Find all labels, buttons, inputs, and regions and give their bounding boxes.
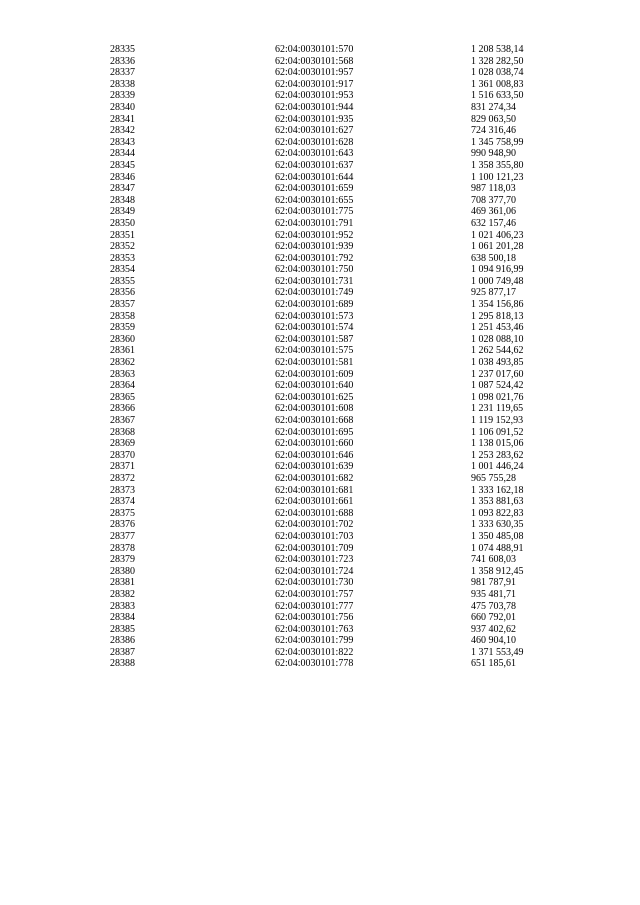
table-row [110, 554, 561, 566]
row-number-cell: 28347 [110, 183, 135, 195]
cadastral-value-cell: 925 877,17 [471, 287, 516, 299]
cadastral-number-cell: 62:04:0030101:702 [275, 519, 354, 531]
row-number-cell: 28339 [110, 90, 135, 102]
row-number-cell: 28354 [110, 264, 135, 276]
row-number-cell: 28372 [110, 472, 135, 484]
cadastral-number-cell: 62:04:0030101:581 [275, 357, 354, 369]
cadastral-number-cell: 62:04:0030101:659 [275, 183, 354, 195]
cadastral-number-cell: 62:04:0030101:688 [275, 507, 354, 519]
cadastral-number-cell: 62:04:0030101:731 [275, 275, 354, 287]
row-number-cell: 28360 [110, 333, 135, 345]
cadastral-value-cell: 1 371 553,49 [471, 646, 524, 658]
cadastral-value-cell: 1 119 152,93 [471, 415, 524, 426]
cadastral-number-cell: 62:04:0030101:939 [275, 241, 354, 253]
table-row [110, 601, 561, 613]
table-row [110, 322, 561, 334]
cadastral-number-cell: 62:04:0030101:763 [275, 623, 354, 635]
table-row [110, 612, 561, 624]
table-row [110, 79, 561, 91]
cadastral-value-cell: 708 377,70 [471, 194, 516, 206]
cadastral-number-cell: 62:04:0030101:730 [275, 577, 354, 589]
table-row [110, 531, 561, 543]
table-row [110, 241, 561, 253]
row-number-cell: 28348 [110, 194, 135, 206]
cadastral-number-cell: 62:04:0030101:681 [275, 484, 354, 496]
cadastral-value-cell: 1 087 524,42 [471, 380, 524, 392]
cadastral-value-cell: 1 074 488,91 [471, 542, 524, 554]
cadastral-number-cell: 62:04:0030101:778 [275, 658, 354, 670]
cadastral-number-cell: 62:04:0030101:643 [275, 148, 354, 160]
table-row [110, 658, 561, 670]
cadastral-number-cell: 62:04:0030101:935 [275, 113, 354, 125]
table-row [110, 218, 561, 230]
cadastral-number-cell: 62:04:0030101:750 [275, 264, 354, 276]
table-row [110, 589, 561, 601]
cadastral-number-cell: 62:04:0030101:628 [275, 136, 354, 148]
table-row [110, 56, 561, 68]
row-number-cell: 28336 [110, 55, 135, 67]
cadastral-value-cell: 660 792,01 [471, 612, 516, 624]
row-number-cell: 28355 [110, 275, 135, 287]
table-row [110, 647, 561, 659]
cadastral-number-cell: 62:04:0030101:703 [275, 530, 354, 542]
row-number-cell: 28342 [110, 125, 135, 137]
row-number-cell: 28367 [110, 415, 135, 426]
row-number-cell: 28384 [110, 612, 135, 624]
table-row [110, 102, 561, 114]
table-row [110, 334, 561, 346]
cadastral-value-cell: 638 500,18 [471, 252, 516, 264]
cadastral-number-cell: 62:04:0030101:608 [275, 403, 354, 415]
row-number-cell: 28352 [110, 241, 135, 253]
table-row [110, 264, 561, 276]
row-number-cell: 28381 [110, 577, 135, 589]
cadastral-number-cell: 62:04:0030101:682 [275, 472, 354, 484]
cadastral-number-cell: 62:04:0030101:756 [275, 612, 354, 624]
cadastral-value-cell: 1 333 162,18 [471, 484, 524, 496]
cadastral-number-cell: 62:04:0030101:661 [275, 496, 354, 508]
cadastral-value-cell: 937 402,62 [471, 623, 516, 635]
cadastral-value-cell: 1 028 038,74 [471, 67, 524, 79]
cadastral-value-cell: 935 481,71 [471, 588, 516, 600]
cadastral-number-cell: 62:04:0030101:792 [275, 252, 354, 264]
cadastral-number-cell: 62:04:0030101:695 [275, 426, 354, 438]
cadastral-number-cell: 62:04:0030101:575 [275, 345, 354, 357]
cadastral-value-cell: 1 237 017,60 [471, 368, 524, 380]
row-number-cell: 28378 [110, 542, 135, 554]
row-number-cell: 28357 [110, 299, 135, 311]
row-number-cell: 28385 [110, 623, 135, 635]
table-row [110, 276, 561, 288]
cadastral-value-cell: 460 904,10 [471, 635, 516, 647]
cadastral-number-cell: 62:04:0030101:724 [275, 565, 354, 577]
cadastral-value-cell: 1 231 119,65 [471, 403, 524, 415]
row-number-cell: 28335 [110, 44, 135, 55]
table-row [110, 195, 561, 207]
row-number-cell: 28379 [110, 554, 135, 566]
table-row [110, 519, 561, 531]
row-number-cell: 28380 [110, 565, 135, 577]
cadastral-value-cell: 831 274,34 [471, 101, 516, 113]
table-row [110, 90, 561, 102]
row-number-cell: 28377 [110, 530, 135, 542]
table-row [110, 450, 561, 462]
table-row [110, 392, 561, 404]
cadastral-value-cell: 829 063,50 [471, 113, 516, 125]
table-row [110, 508, 561, 520]
table-row [110, 566, 561, 578]
cadastral-number-cell: 62:04:0030101:646 [275, 449, 354, 461]
cadastral-value-cell: 1 001 446,24 [471, 461, 524, 473]
table-row [110, 345, 561, 357]
cadastral-number-cell: 62:04:0030101:775 [275, 206, 354, 218]
row-number-cell: 28358 [110, 310, 135, 322]
row-number-cell: 28375 [110, 507, 135, 519]
table-row [110, 67, 561, 79]
row-number-cell: 28370 [110, 449, 135, 461]
table-row [110, 496, 561, 508]
cadastral-number-cell: 62:04:0030101:587 [275, 333, 354, 345]
table-row [110, 369, 561, 381]
cadastral-value-cell: 1 208 538,14 [471, 44, 524, 55]
cadastral-value-cell: 1 251 453,46 [471, 322, 524, 334]
row-number-cell: 28368 [110, 426, 135, 438]
cadastral-value-cell: 475 703,78 [471, 600, 516, 612]
cadastral-number-cell: 62:04:0030101:689 [275, 299, 354, 311]
table-row [110, 287, 561, 299]
cadastral-number-cell: 62:04:0030101:625 [275, 391, 354, 403]
cadastral-value-cell: 1 061 201,28 [471, 241, 524, 253]
cadastral-value-cell: 1 098 021,76 [471, 391, 524, 403]
row-number-cell: 28356 [110, 287, 135, 299]
row-number-cell: 28383 [110, 600, 135, 612]
cadastral-value-cell: 1 295 818,13 [471, 310, 524, 322]
cadastral-number-cell: 62:04:0030101:944 [275, 101, 354, 113]
table-row [110, 114, 561, 126]
cadastral-value-cell: 981 787,91 [471, 577, 516, 589]
table-row [110, 299, 561, 311]
table-row [110, 160, 561, 172]
cadastral-value-cell: 1 328 282,50 [471, 55, 524, 67]
table-row [110, 44, 561, 56]
row-number-cell: 28350 [110, 217, 135, 229]
cadastral-number-cell: 62:04:0030101:644 [275, 171, 354, 183]
cadastral-number-cell: 62:04:0030101:570 [275, 44, 354, 55]
cadastral-value-cell: 1 094 916,99 [471, 264, 524, 276]
table-row [110, 438, 561, 450]
table-row [110, 137, 561, 149]
cadastral-value-cell: 1 361 008,83 [471, 78, 524, 90]
cadastral-value-cell: 651 185,61 [471, 658, 516, 670]
cadastral-value-cell: 1 345 758,99 [471, 136, 524, 148]
table-row [110, 357, 561, 369]
table-row [110, 380, 561, 392]
cadastral-number-cell: 62:04:0030101:791 [275, 217, 354, 229]
cadastral-value-cell: 469 361,06 [471, 206, 516, 218]
cadastral-number-cell: 62:04:0030101:637 [275, 159, 354, 171]
table-row [110, 427, 561, 439]
table-row [110, 543, 561, 555]
row-number-cell: 28386 [110, 635, 135, 647]
row-number-cell: 28345 [110, 159, 135, 171]
row-number-cell: 28374 [110, 496, 135, 508]
row-number-cell: 28363 [110, 368, 135, 380]
table-row [110, 148, 561, 160]
table-row [110, 230, 561, 242]
row-number-cell: 28365 [110, 391, 135, 403]
table-row [110, 461, 561, 473]
row-number-cell: 28351 [110, 229, 135, 241]
cadastral-value-cell: 1 353 881,63 [471, 496, 524, 508]
cadastral-value-cell: 1 106 091,52 [471, 426, 524, 438]
cadastral-value-cell: 987 118,03 [471, 183, 516, 195]
row-number-cell: 28373 [110, 484, 135, 496]
row-number-cell: 28346 [110, 171, 135, 183]
cadastral-number-cell: 62:04:0030101:799 [275, 635, 354, 647]
table-row [110, 206, 561, 218]
cadastral-number-cell: 62:04:0030101:660 [275, 438, 354, 450]
cadastral-number-cell: 62:04:0030101:822 [275, 646, 354, 658]
table-row [110, 624, 561, 636]
table-row [110, 172, 561, 184]
row-number-cell: 28359 [110, 322, 135, 334]
row-number-cell: 28361 [110, 345, 135, 357]
table-row [110, 183, 561, 195]
cadastral-value-cell: 1 028 088,10 [471, 333, 524, 345]
cadastral-number-cell: 62:04:0030101:574 [275, 322, 354, 334]
cadastral-number-cell: 62:04:0030101:609 [275, 368, 354, 380]
cadastral-number-cell: 62:04:0030101:952 [275, 229, 354, 241]
table-body [110, 44, 561, 670]
row-number-cell: 28387 [110, 646, 135, 658]
cadastral-value-cell: 1 021 406,23 [471, 229, 524, 241]
table-row [110, 635, 561, 647]
cadastral-number-cell: 62:04:0030101:655 [275, 194, 354, 206]
cadastral-number-cell: 62:04:0030101:953 [275, 90, 354, 102]
cadastral-value-cell: 1 253 283,62 [471, 449, 524, 461]
table-row [110, 253, 561, 265]
cadastral-value-cell: 1 358 355,80 [471, 159, 524, 171]
cadastral-value-cell: 1 354 156,86 [471, 299, 524, 311]
table-row [110, 415, 561, 427]
cadastral-value-cell: 724 316,46 [471, 125, 516, 137]
cadastral-number-cell: 62:04:0030101:757 [275, 588, 354, 600]
row-number-cell: 28382 [110, 588, 135, 600]
cadastral-value-cell: 1 333 630,35 [471, 519, 524, 531]
cadastral-value-cell: 1 516 633,50 [471, 90, 524, 102]
cadastral-number-cell: 62:04:0030101:668 [275, 415, 354, 426]
row-number-cell: 28341 [110, 113, 135, 125]
cadastral-value-cell: 965 755,28 [471, 472, 516, 484]
cadastral-number-cell: 62:04:0030101:568 [275, 55, 354, 67]
cadastral-number-cell: 62:04:0030101:917 [275, 78, 354, 90]
table-row [110, 485, 561, 497]
cadastral-number-cell: 62:04:0030101:709 [275, 542, 354, 554]
cadastral-number-cell: 62:04:0030101:723 [275, 554, 354, 566]
row-number-cell: 28340 [110, 101, 135, 113]
table-row [110, 403, 561, 415]
row-number-cell: 28353 [110, 252, 135, 264]
row-number-cell: 28364 [110, 380, 135, 392]
cadastral-number-cell: 62:04:0030101:573 [275, 310, 354, 322]
row-number-cell: 28376 [110, 519, 135, 531]
row-number-cell: 28369 [110, 438, 135, 450]
cadastral-value-cell: 632 157,46 [471, 217, 516, 229]
row-number-cell: 28344 [110, 148, 135, 160]
row-number-cell: 28338 [110, 78, 135, 90]
cadastral-value-cell: 990 948,90 [471, 148, 516, 160]
cadastral-number-cell: 62:04:0030101:777 [275, 600, 354, 612]
cadastral-number-cell: 62:04:0030101:749 [275, 287, 354, 299]
cadastral-number-cell: 62:04:0030101:640 [275, 380, 354, 392]
table-row [110, 311, 561, 323]
cadastral-number-cell: 62:04:0030101:639 [275, 461, 354, 473]
cadastral-value-cell: 1 038 493,85 [471, 357, 524, 369]
table-row [110, 577, 561, 589]
cadastral-number-cell: 62:04:0030101:627 [275, 125, 354, 137]
row-number-cell: 28371 [110, 461, 135, 473]
row-number-cell: 28362 [110, 357, 135, 369]
cadastral-value-cell: 1 350 485,08 [471, 530, 524, 542]
cadastral-value-cell: 1 093 822,83 [471, 507, 524, 519]
row-number-cell: 28337 [110, 67, 135, 79]
table-row [110, 473, 561, 485]
cadastral-value-cell: 1 262 544,62 [471, 345, 524, 357]
cadastral-value-table [110, 44, 561, 670]
table-row [110, 125, 561, 137]
cadastral-number-cell: 62:04:0030101:957 [275, 67, 354, 79]
row-number-cell: 28366 [110, 403, 135, 415]
cadastral-value-cell: 741 608,03 [471, 554, 516, 566]
row-number-cell: 28388 [110, 658, 135, 670]
cadastral-value-cell: 1 358 912,45 [471, 565, 524, 577]
row-number-cell: 28343 [110, 136, 135, 148]
cadastral-value-cell: 1 138 015,06 [471, 438, 524, 450]
row-number-cell: 28349 [110, 206, 135, 218]
cadastral-value-cell: 1 000 749,48 [471, 275, 524, 287]
cadastral-value-cell: 1 100 121,23 [471, 171, 524, 183]
